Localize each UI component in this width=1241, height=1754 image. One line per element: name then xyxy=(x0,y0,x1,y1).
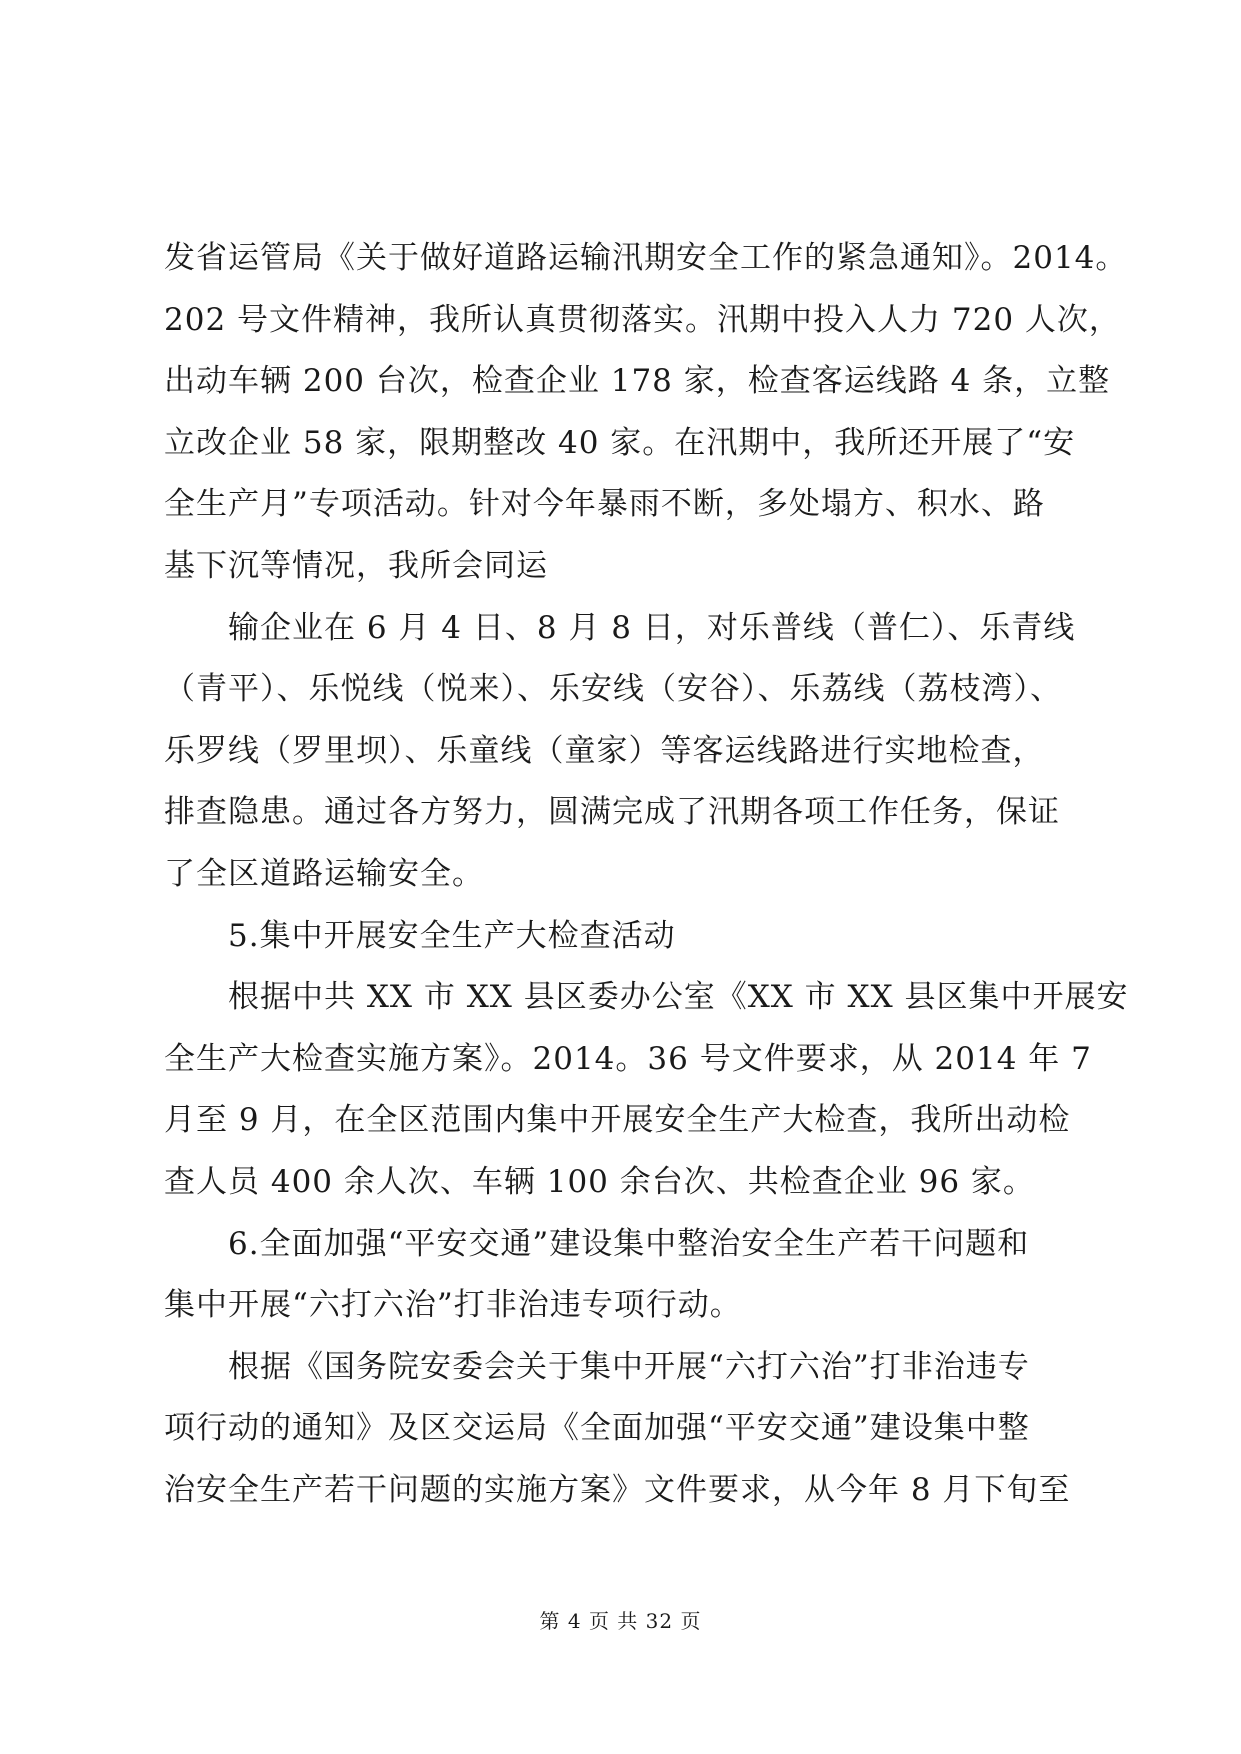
page-number-footer: 第 4 页 共 32 页 xyxy=(539,1609,702,1633)
text-line-8: （青平）、乐悦线（悦来）、乐安线（安谷）、乐荔线（荔枝湾）、 xyxy=(164,671,1062,708)
text-line-20: 项行动的通知》及区交运局《全面加强“平安交通”建设集中整 xyxy=(164,1410,1030,1447)
section-heading-5: 5.集中开展安全生产大检查活动 xyxy=(228,917,676,954)
text-line-2: 202 号文件精神，我所认真贯彻落实。汛期中投入人力 720 人次， xyxy=(164,301,1121,338)
text-line-1: 发省运管局《关于做好道路运输汛期安全工作的紧急通知》。2014。 xyxy=(164,240,1128,276)
text-line-10: 排查隐患。通过各方努力，圆满完成了汛期各项工作任务，保证 xyxy=(164,794,1060,831)
text-line-18: 集中开展“六打六治”打非治违专项行动。 xyxy=(164,1287,742,1324)
text-line-19: 根据《国务院安委会关于集中开展“六打六治”打非治违专 xyxy=(228,1348,1030,1385)
text-line-7: 输企业在 6 月 4 日、8 月 8 日，对乐普线（普仁）、乐青线 xyxy=(228,609,1076,646)
text-line-3: 出动车辆 200 台次，检查企业 178 家，检查客运线路 4 条，立整 xyxy=(164,363,1111,400)
section-heading-6: 6.全面加强“平安交通”建设集中整治安全生产若干问题和 xyxy=(228,1225,1030,1262)
text-line-13: 根据中共 XX 市 XX 县区委办公室《XX 市 XX 县区集中开展安 xyxy=(228,979,1129,1016)
text-line-14: 全生产大检查实施方案》。2014。36 号文件要求，从 2014 年 7 xyxy=(164,1040,1092,1077)
document-body xyxy=(164,228,1129,1521)
text-line-5: 全生产月”专项活动。针对今年暴雨不断，多处塌方、积水、路 xyxy=(164,486,1045,523)
text-line-15: 月至 9 月，在全区范围内集中开展安全生产大检查，我所出动检 xyxy=(164,1102,1071,1139)
text-line-11: 了全区道路运输安全。 xyxy=(164,855,484,892)
text-line-6: 基下沉等情况，我所会同运 xyxy=(164,547,548,584)
text-line-9: 乐罗线（罗里坝）、乐童线（童家）等客运线路进行实地检查， xyxy=(164,732,1045,769)
text-line-21: 治安全生产若干问题的实施方案》文件要求，从今年 8 月下旬至 xyxy=(164,1471,1071,1508)
text-line-4: 立改企业 58 家，限期整改 40 家。在汛期中，我所还开展了“安 xyxy=(164,424,1076,461)
text-line-16: 查人员 400 余人次、车辆 100 余台次、共检查企业 96 家。 xyxy=(164,1163,1035,1200)
